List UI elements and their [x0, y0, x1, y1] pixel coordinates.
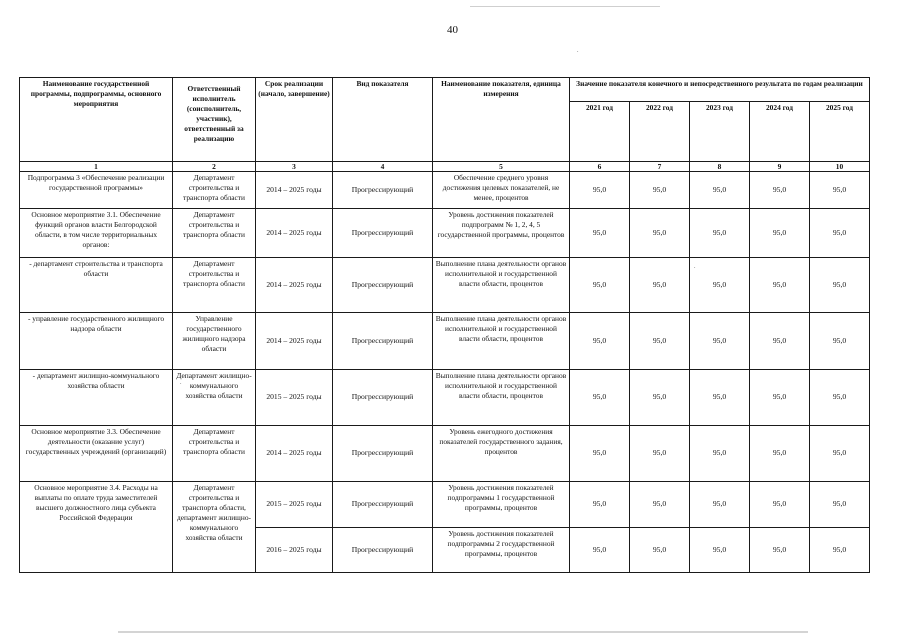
table-row — [20, 258, 870, 313]
value-cell: 95,0 — [570, 258, 630, 313]
indicator-name-cell: Выполнение плана деятельности органов исполнительной и государственной власти области, процентов — [433, 370, 570, 426]
indicator-name-cell: Уровень ежегодного достижения показателей государственного задания, процентов — [433, 426, 570, 482]
program-cell: Основное мероприятие 3.4. Расходы на выплаты по оплате труда заместителей высшего должностного лица субъекта Российской Федерации — [20, 482, 173, 573]
value-cell: 95,0 — [570, 370, 630, 426]
period-cell: 2016 – 2025 годы — [256, 528, 333, 573]
value-cell: 95,0 — [570, 426, 630, 482]
responsible-cell: Департамент строительства и транспорта области, департамент жилищно-коммунального хозяйства области — [173, 482, 256, 573]
indicator-name-cell: Обеспечение среднего уровня достижения целевых показателей, не менее, процентов — [433, 172, 570, 209]
column-number: 2 — [173, 162, 256, 172]
program-cell: Основное мероприятие 3.1. Обеспечение функций органов власти Белгородской области, в том числе территориальных органов: — [20, 209, 173, 258]
column-number: 7 — [630, 162, 690, 172]
value-cell: 95,0 — [630, 209, 690, 258]
header-values-group: Значение показателя конечного и непосредственного результата по годам реализации — [570, 78, 870, 102]
value-cell: 95,0 — [690, 482, 750, 528]
table-row — [20, 482, 870, 528]
results-table — [19, 77, 870, 573]
value-cell: 95,0 — [630, 370, 690, 426]
period-cell: 2015 – 2025 годы — [256, 370, 333, 426]
column-number: 8 — [690, 162, 750, 172]
header-indicator-name: Наименование показателя, единица измерения — [433, 78, 570, 162]
column-number: 4 — [333, 162, 433, 172]
value-cell: 95,0 — [690, 172, 750, 209]
program-cell: - департамент жилищно-коммунального хозяйства области — [20, 370, 173, 426]
period-cell: 2014 – 2025 годы — [256, 313, 333, 370]
header-period: Срок реализации (начало, завершение) — [256, 78, 333, 162]
header-year: 2024 год — [750, 102, 810, 162]
indicator-type-cell: Прогрессирующий — [333, 209, 433, 258]
value-cell: 95,0 — [750, 313, 810, 370]
program-cell: - департамент строительства и транспорта области — [20, 258, 173, 313]
table-row — [20, 426, 870, 482]
header-year: 2021 год — [570, 102, 630, 162]
column-number: 10 — [810, 162, 870, 172]
header-year: 2023 год — [690, 102, 750, 162]
value-cell: 95,0 — [630, 482, 690, 528]
indicator-name-cell: Уровень достижения показателей подпрограммы 2 государственной программы, процентов — [433, 528, 570, 573]
scan-artifact-bottom — [118, 631, 808, 633]
indicator-name-cell: Уровень достижения показателей подпрограмм № 1, 2, 4, 5 государственной программы, процентов — [433, 209, 570, 258]
value-cell: 95,0 — [750, 172, 810, 209]
column-number: 5 — [433, 162, 570, 172]
value-cell: 95,0 — [690, 426, 750, 482]
value-cell: 95,0 — [570, 313, 630, 370]
indicator-type-cell: Прогрессирующий — [333, 258, 433, 313]
program-cell: - управление государственного жилищного надзора области — [20, 313, 173, 370]
scan-artifact-top — [470, 6, 660, 7]
value-cell: 95,0 — [750, 209, 810, 258]
value-cell: 95,0 — [810, 258, 870, 313]
header-indicator-type: Вид показателя — [333, 78, 433, 162]
value-cell: 95,0 — [810, 313, 870, 370]
indicator-name-cell: Выполнение плана деятельности органов исполнительной и государственной власти области, процентов — [433, 258, 570, 313]
scan-speck: . — [180, 380, 182, 386]
responsible-cell: Департамент жилищно-коммунального хозяйства области — [173, 370, 256, 426]
page-number: 40 — [447, 24, 458, 36]
value-cell: 95,0 — [570, 482, 630, 528]
value-cell: 95,0 — [570, 209, 630, 258]
value-cell: 95,0 — [810, 482, 870, 528]
value-cell: 95,0 — [690, 370, 750, 426]
value-cell: 95,0 — [690, 528, 750, 573]
table-row — [20, 209, 870, 258]
program-cell: Основное мероприятие 3.3. Обеспечение деятельности (оказание услуг) государственных учреждений (организаций) — [20, 426, 173, 482]
indicator-type-cell: Прогрессирующий — [333, 426, 433, 482]
period-cell: 2014 – 2025 годы — [256, 209, 333, 258]
value-cell: 95,0 — [810, 528, 870, 573]
value-cell: 95,0 — [750, 370, 810, 426]
header-row — [20, 78, 870, 102]
value-cell: 95,0 — [750, 528, 810, 573]
value-cell: 95,0 — [750, 482, 810, 528]
period-cell: 2015 – 2025 годы — [256, 482, 333, 528]
header-responsible: Ответственный исполнитель (соисполнитель, участник), ответственный за реализацию — [173, 78, 256, 162]
scan-speck: . — [577, 48, 579, 54]
value-cell: 95,0 — [810, 426, 870, 482]
indicator-type-cell: Прогрессирующий — [333, 313, 433, 370]
header-program: Наименование государственной программы, подпрограммы, основного мероприятия — [20, 78, 173, 162]
value-cell: 95,0 — [630, 528, 690, 573]
responsible-cell: Департамент строительства и транспорта области — [173, 209, 256, 258]
header-year: 2022 год — [630, 102, 690, 162]
value-cell: 95,0 — [810, 172, 870, 209]
program-cell: Подпрограмма 3 «Обеспечение реализации государственной программы» — [20, 172, 173, 209]
indicator-name-cell: Уровень достижения показателей подпрограммы 1 государственной программы, процентов — [433, 482, 570, 528]
table-row — [20, 172, 870, 209]
header-year: 2025 год — [810, 102, 870, 162]
responsible-cell: Департамент строительства и транспорта области — [173, 258, 256, 313]
value-cell: 95,0 — [630, 426, 690, 482]
indicator-type-cell: Прогрессирующий — [333, 528, 433, 573]
value-cell: 95,0 — [570, 528, 630, 573]
indicator-type-cell: Прогрессирующий — [333, 172, 433, 209]
indicator-type-cell: Прогрессирующий — [333, 482, 433, 528]
period-cell: 2014 – 2025 годы — [256, 258, 333, 313]
period-cell: 2014 – 2025 годы — [256, 426, 333, 482]
table-row — [20, 313, 870, 370]
value-cell: 95,0 — [690, 313, 750, 370]
responsible-cell: Департамент строительства и транспорта области — [173, 172, 256, 209]
value-cell: 95,0 — [630, 313, 690, 370]
column-number: 1 — [20, 162, 173, 172]
scan-speck: . — [694, 264, 696, 270]
column-number: 6 — [570, 162, 630, 172]
value-cell: 95,0 — [630, 258, 690, 313]
column-number: 3 — [256, 162, 333, 172]
value-cell: 95,0 — [810, 370, 870, 426]
column-numbers-row — [20, 162, 870, 172]
value-cell: 95,0 — [690, 209, 750, 258]
value-cell: 95,0 — [750, 258, 810, 313]
value-cell: 95,0 — [570, 172, 630, 209]
period-cell: 2014 – 2025 годы — [256, 172, 333, 209]
responsible-cell: Управление государственного жилищного надзора области — [173, 313, 256, 370]
value-cell: 95,0 — [810, 209, 870, 258]
value-cell: 95,0 — [750, 426, 810, 482]
column-number: 9 — [750, 162, 810, 172]
value-cell: 95,0 — [630, 172, 690, 209]
indicator-name-cell: Выполнение плана деятельности органов исполнительной и государственной власти области, процентов — [433, 313, 570, 370]
table-row — [20, 370, 870, 426]
value-cell: 95,0 — [690, 258, 750, 313]
indicator-type-cell: Прогрессирующий — [333, 370, 433, 426]
responsible-cell: Департамент строительства и транспорта области — [173, 426, 256, 482]
